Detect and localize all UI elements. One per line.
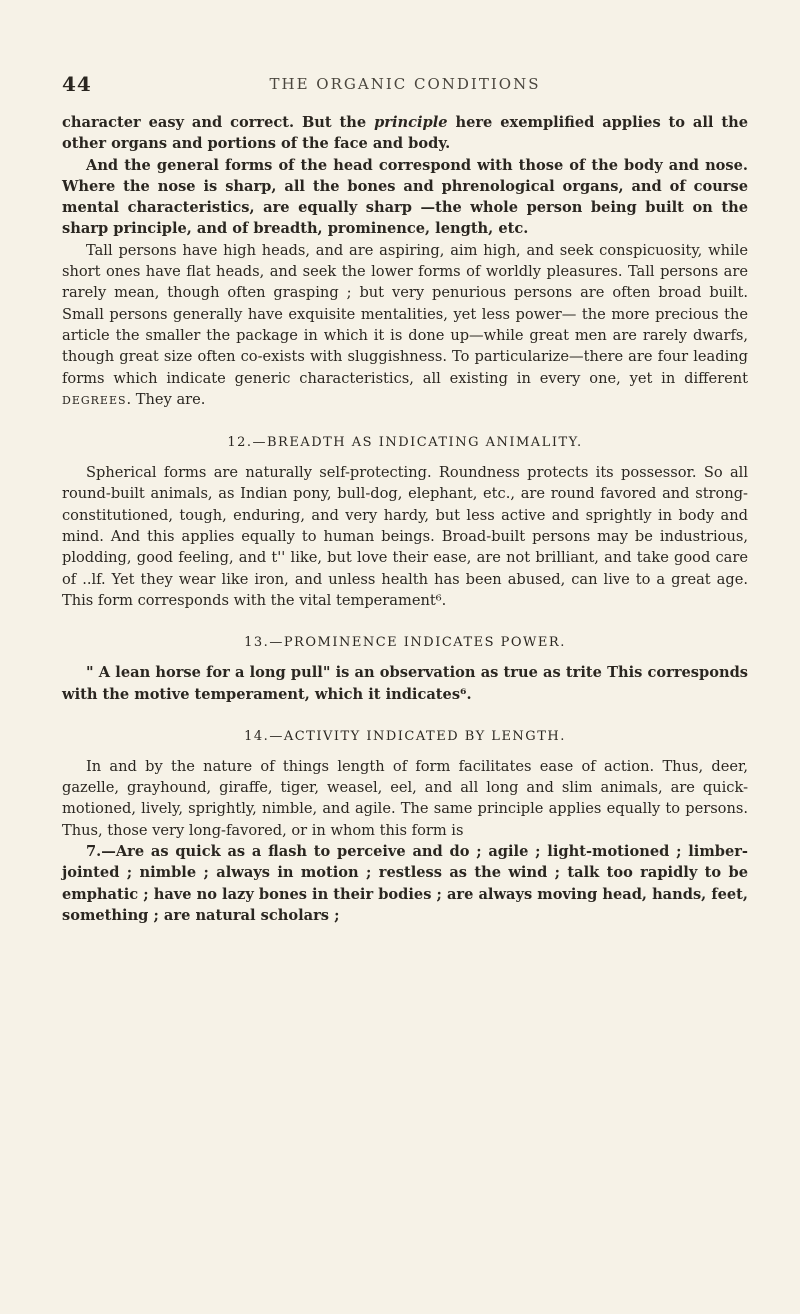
running-title: THE ORGANIC CONDITIONS [269,75,541,93]
section-heading-breadth: 12.—BREADTH AS INDICATING ANIMALITY. [227,435,583,451]
section-heading-prominence: 13.—PROMINENCE INDICATES POWER. [244,635,566,651]
section-body-activity: In and by the nature of things length of form facilitates ease of action. Thus, deer, gazelle, grayhound, giraffe, tiger, weasel, eel, and all long and slim animals, are quick-motioned, lively, sprightly, nimble, and agile. The same principle applies equally to persons. Thus, those very long-favored, or in whom this form is [62,757,748,839]
paragraph-intro-text-b: here exemplified applies to all the other organs and portions of the face and body. [62,114,748,153]
section-body-activity-list: 7.—Are as quick as a flash to perceive and do ; agile ; light-motioned ; limber-jointed ; nimble ; always in motion ; restless as the wind ; talk too rapidly to be emphatic ; have no lazy bones in their bodies ; are always moving head, hands, feet, something ; are natural scholars ; [62,843,748,924]
page-number: 44 [62,72,92,96]
smallcaps-degrees: DEGREES [62,393,127,407]
paragraph-intro [62,112,748,155]
paragraph-tall-persons [62,240,748,411]
section-body-prominence: " A lean horse for a long pull" is an observation as true as trite This corresponds with the motive temperament, which it indicates⁶. [62,664,748,703]
paragraph-tall-text-b: . They are. [126,390,206,408]
italic-principle: principle [374,114,448,131]
book-page [62,72,748,926]
paragraph-tall-text-a: Tall persons have high heads, and are aspiring, aim high, and seek conspicuosity, while short ones have flat heads, and seek the lower forms of worldly pleasures. Tall persons are rarely mean, though often grasping ; but very penurious persons are often broad built. Small persons generally have exquisite mentalities, yet less power— the more precious the article the smaller the package in which it is done up—while great men are rarely dwarfs, though great size often co-exists with sluggishness. To particularize—there are four leading forms which indicate generic characteristics, all existing in every one, yet in different [62,241,748,387]
section-body-breadth: Spherical forms are naturally self-protecting. Roundness protects its possessor. So all round-built animals, as Indian pony, bull-dog, elephant, etc., are round favored and strong-constitutioned, tough, enduring, and very hardy, but less active and sprightly in body and mind. And this applies equally to human beings. Broad-built persons may be industrious, plodding, good feeling, and t'' like, but love their ease, are not brilliant, and take good care of ..lf. Yet they wear like iron, and unless health has been abused, can live to a great age. This form corresponds with the vital temperament⁶. [62,464,748,609]
running-header [62,72,748,98]
section-heading-activity: 14.—ACTIVITY INDICATED BY LENGTH. [244,728,566,744]
paragraph-intro-text-a: character easy and correct. But the [62,114,375,131]
paragraph-head-forms: And the general forms of the head correspond with those of the body and nose. Where the nose is sharp, all the bones and phrenological organs, and of course mental characteristics, are equally sharp —the whole person being built on the sharp principle, and of breadth, prominence, length, etc. [62,156,748,238]
